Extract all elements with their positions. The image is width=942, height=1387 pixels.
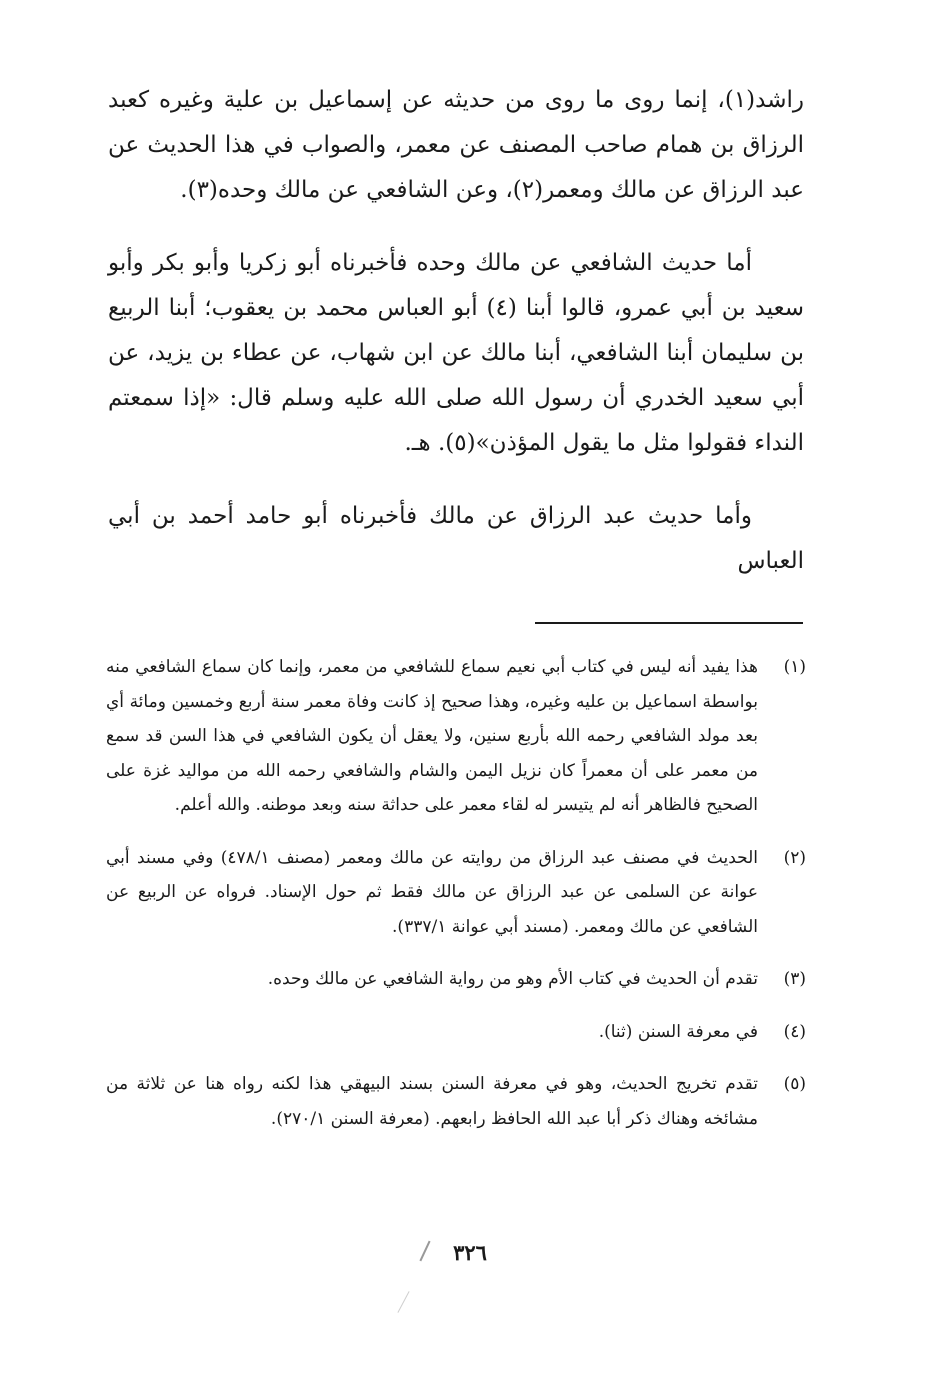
- footnote-number: (٥): [783, 1074, 806, 1094]
- footnote-5: [106, 1067, 806, 1136]
- footnote-number: (١): [783, 657, 806, 677]
- footnote-4: [106, 1015, 806, 1050]
- footnote-text: تقدم أن الحديث في كتاب الأم وهو من رواية الشافعي عن مالك وحده.: [267, 969, 758, 989]
- footnote-number: (٢): [783, 847, 806, 868]
- footnote-number: (٣): [783, 969, 806, 989]
- paragraph-1: راشد(١)، إنما روى ما روى من حديثه عن إسماعيل بن علية وغيره كعبد الرزاق بن همام صاحب المصنف عن معمر، والصواب في هذا الحديث عن عبد الرزاق عن مالك ومعمر(٢)، وعن الشافعي عن مالك وحده(٣).: [108, 87, 804, 203]
- footnote-text: هذا يفيد أنه ليس في كتاب أبي نعيم سماع للشافعي من معمر، وإنما كان سماع الشافعي منه بواسطة اسماعيل بن عليه وغيره، وهذا صحيح إذ كانت وفاة معمر سنة أربع وخمسين ومائة أي بعد مولد الشافعي رحمه الله بأربع سنين، ولا يعقل أن يكون الشافعي في هذا السن قد سمع من معمر على أن معمراً كان نزيل اليمن والشام والشافعي رحمه الله من مواليد غزة على الصحيح فالظاهر أنه لم يتيسر له لقاء معمر على حداثة سنه وبعد موطنه. والله أعلم.: [106, 657, 758, 815]
- paragraph-3: وأما حديث عبد الرزاق عن مالك فأخبرناه أبو حامد أحمد بن أبي العباس: [108, 503, 804, 574]
- footnote-text: في معرفة السنن (ثنا).: [598, 1021, 758, 1042]
- paragraph-2: أما حديث الشافعي عن مالك وحده فأخبرناه أبو زكريا وأبو بكر وأبو سعيد بن أبي عمرو، قالوا أبنا (٤) أبو العباس محمد بن يعقوب؛ أبنا الربيع بن سليمان أبنا الشافعي، أبنا مالك عن ابن شهاب، عن عطاء بن يزيد، عن أبي سعيد الخدري أن رسول الله صلى الله عليه وسلم قال: «إذا سمعتم النداء فقولوا مثل ما يقول المؤذن»(٥). هـ.: [108, 250, 804, 456]
- footnote-separator: [535, 622, 803, 624]
- footnote-text: تقدم تخريج الحديث، وهو في معرفة السنن بسند البيهقي هذا لكنه رواه هنا عن ثلاثة من مشائخه وهناك ذكر أبا عبد الله الحافظ رابعهم. (معرفة السنن ٢٧٠/١).: [106, 1074, 758, 1129]
- footnote-number: (٤): [783, 1021, 806, 1042]
- footnote-2: [106, 841, 806, 945]
- footnote-text: الحديث في مصنف عبد الرزاق من روايته عن مالك ومعمر (مصنف ٤٧٨/١) وفي مسند أبي عوانة عن السلمى عن عبد الرزاق عن مالك فقط ثم حول الإسناد. فرواه عن الربيع عن الشافعي عن مالك ومعمر. (مسند أبي عوانة ٣٣٧/١).: [106, 847, 758, 937]
- page-number: ٣٢٦: [453, 1240, 487, 1265]
- footnotes: [106, 650, 806, 1136]
- footnote-3: [106, 962, 806, 997]
- footnote-1: [106, 650, 806, 823]
- main-text: [108, 78, 804, 584]
- scan-artifact-line: [397, 1291, 409, 1313]
